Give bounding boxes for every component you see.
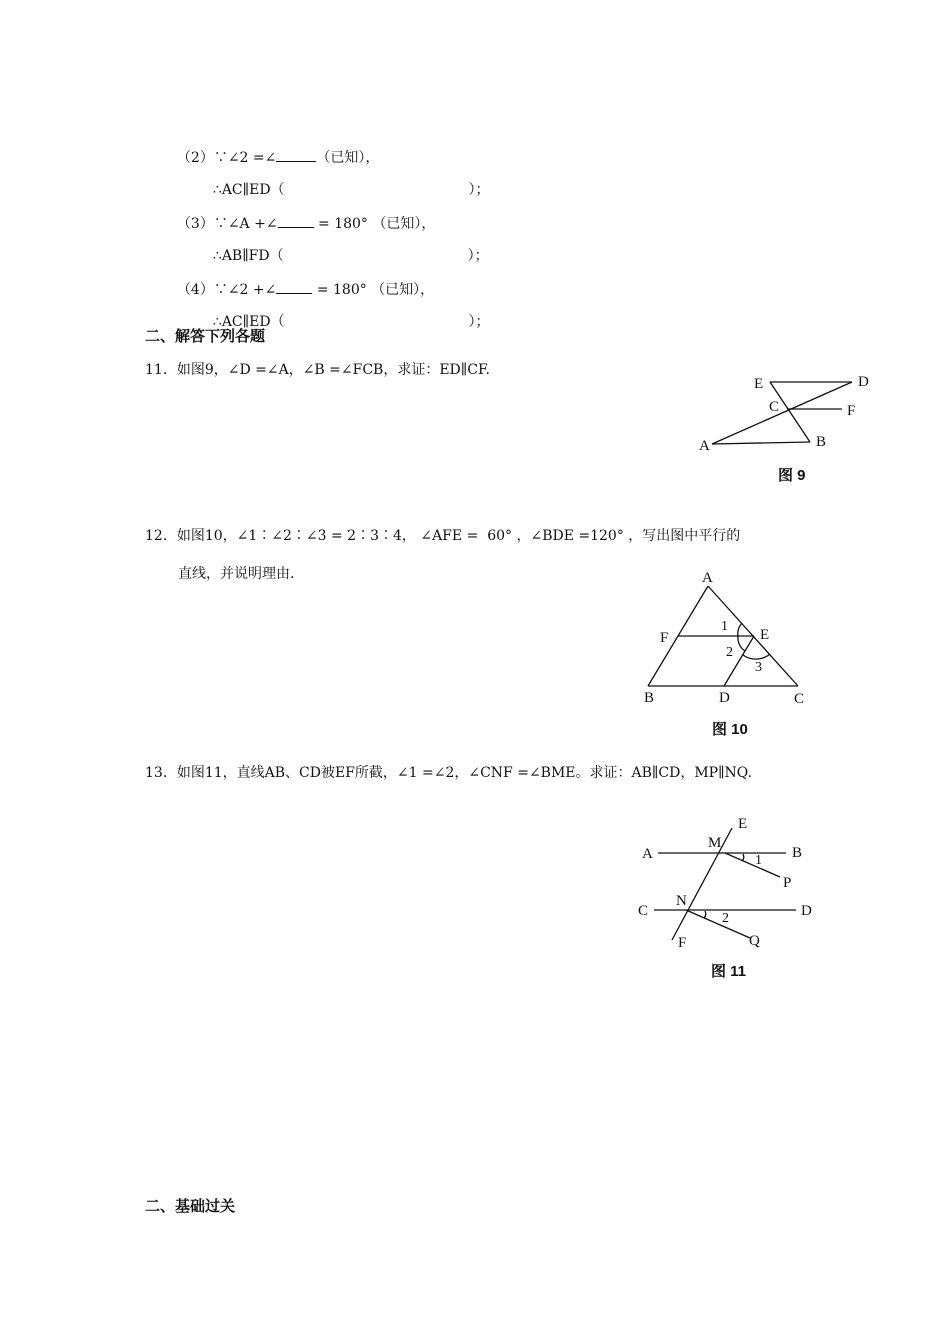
q10-item-3-tail: = 180° （已知）， — [313, 216, 436, 232]
figure-11 — [630, 810, 830, 955]
reason-suffix: ）； — [467, 248, 489, 264]
figure-10 — [630, 562, 820, 712]
q12-text-line1: 12．如图10，∠1∶∠2∶∠3 = 2∶3∶4， ∠AFE = 60° ，∠BDE =120° ，写出图中平行的 — [145, 528, 741, 544]
label-C: C — [794, 691, 805, 707]
label-C: C — [769, 399, 780, 415]
label-F: F — [660, 630, 669, 646]
label-E: E — [760, 627, 770, 643]
q10-item-2-tail: （已知）， — [316, 150, 380, 166]
label-D: D — [719, 690, 730, 706]
ray-NQ — [686, 910, 750, 938]
q12-text-line2: 直线，并说明理由. — [178, 566, 295, 582]
label-Q: Q — [749, 933, 760, 949]
ray-MP — [725, 853, 780, 877]
angle-2-label: 2 — [722, 911, 729, 926]
q10-item-3-label: （3）∵∠A +∠ — [176, 216, 278, 232]
angle-2-arc — [738, 636, 745, 651]
label-E: E — [754, 376, 764, 392]
label-D: D — [858, 374, 869, 390]
angle-2-mark — [704, 911, 706, 918]
reason-suffix: ）； — [468, 182, 490, 198]
angle-3-arc — [743, 654, 770, 659]
angle-1-label: 1 — [755, 853, 762, 868]
label-E: E — [738, 816, 748, 832]
figure-10-caption: 图 10 — [712, 721, 748, 738]
q10-item-4-label: （4）∵∠2 +∠ — [176, 282, 277, 298]
label-B: B — [816, 434, 827, 450]
label-F: F — [678, 935, 687, 951]
label-B: B — [792, 845, 803, 861]
figure-9 — [690, 366, 880, 456]
reason-suffix: ）； — [468, 314, 490, 330]
figure-11-caption: 图 11 — [711, 963, 747, 980]
label-A: A — [642, 846, 653, 862]
label-N: N — [676, 893, 687, 909]
angle-1-label: 1 — [721, 619, 728, 634]
q13-text: 13．如图11，直线AB、CD被EF所截，∠1 =∠2，∠CNF =∠BME。求证：AB∥CD，MP∥NQ. — [145, 765, 753, 781]
reason-prefix: ∴AB∥FD（ — [212, 248, 284, 264]
q10-item-4-tail: = 180° （已知）， — [312, 282, 435, 298]
line-DA — [712, 382, 852, 444]
angle-1-arc — [738, 623, 742, 636]
label-C: C — [638, 903, 649, 919]
line-AB — [712, 442, 810, 444]
q11-text: 11．如图9，∠D =∠A，∠B =∠FCB，求证：ED∥CF. — [145, 362, 490, 378]
figure-9-caption: 图 9 — [778, 467, 806, 484]
angle-2-label: 2 — [726, 645, 733, 660]
q10-item-2-label: （2）∵∠2 =∠ — [176, 150, 277, 166]
section-heading-basic: 二、基础过关 — [145, 1197, 236, 1215]
reason-prefix: ∴AC∥ED（ — [212, 314, 285, 330]
label-A: A — [702, 570, 713, 586]
label-A: A — [699, 438, 710, 454]
angle-3-label: 3 — [755, 660, 762, 675]
section-heading-solve: 二、解答下列各题 — [145, 327, 266, 345]
label-F: F — [847, 403, 856, 419]
label-M: M — [708, 835, 722, 851]
label-B: B — [644, 690, 655, 706]
label-D: D — [801, 903, 812, 919]
angle-1-mark — [742, 854, 744, 861]
label-P: P — [783, 875, 792, 891]
reason-prefix: ∴AC∥ED（ — [212, 182, 285, 198]
